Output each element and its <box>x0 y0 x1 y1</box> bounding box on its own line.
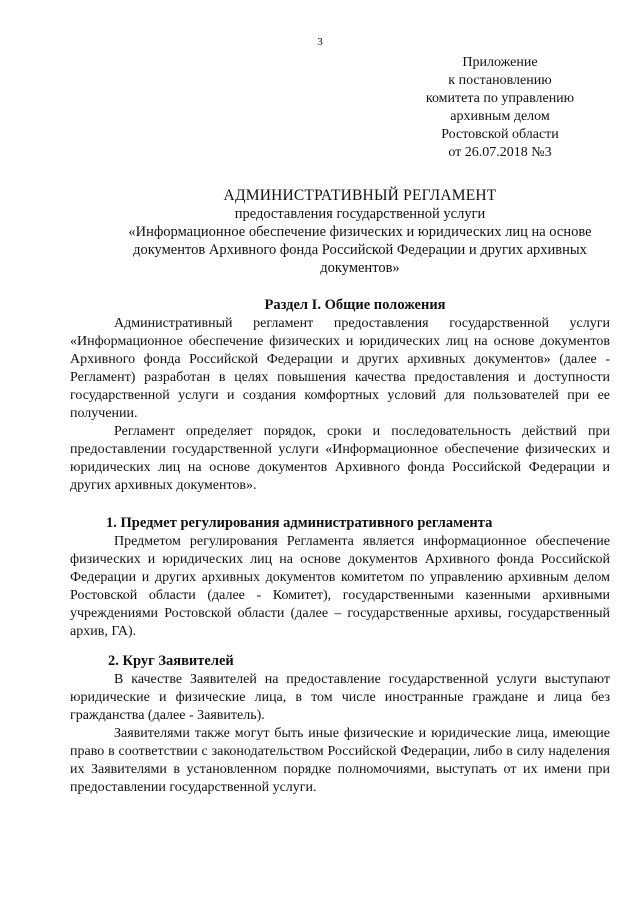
page-number: 3 <box>317 36 323 48</box>
appendix-line: Приложение <box>462 55 538 70</box>
document-subtitle-line: документов Архивного фонда Российской Федерации и других архивных <box>133 242 587 258</box>
section-general-provisions <box>70 296 610 495</box>
document-subtitle-line: предоставления государственной услуги <box>234 206 486 222</box>
appendix-line: Ростовской области <box>441 127 559 142</box>
appendix-line: к постановлению <box>448 73 552 88</box>
appendix-line: от 26.07.2018 №3 <box>448 145 552 160</box>
subsection-heading: 2. Круг Заявителей <box>108 653 234 669</box>
document-title: АДМИНИСТРАТИВНЫЙ РЕГЛАМЕНТ <box>223 187 497 204</box>
document-subtitle-line: «Информационное обеспечение физических и юридических лиц на основе <box>128 224 592 240</box>
appendix-line: архивным делом <box>450 109 550 124</box>
section-heading: Раздел I. Общие положения <box>264 297 446 313</box>
subsection-applicants <box>70 652 610 797</box>
document-title-block <box>100 186 620 277</box>
document-subtitle-line: документов» <box>320 260 400 276</box>
subsection-paragraph: Предметом регулирования Регламента является информационное обеспечение физических и юридических лиц на основе документов Архивного фонда Российской Федерации и других архивных документов комитетом по управлению архивным делом Ростовской области (далее - Комитет), государственными казенными архивными учреждениями Ростовской области (далее – государственные архивы, государственный архив, ГА). <box>70 534 610 639</box>
subsection-paragraph: В качестве Заявителей на предоставление государственной услуги выступают юридические и физические лица, в том числе иностранные граждане и лица без гражданства (далее - Заявитель). <box>70 672 610 723</box>
subsection-regulation-subject <box>70 514 610 641</box>
appendix-line: комитета по управлению <box>425 91 575 106</box>
section-paragraph: Административный регламент предоставления государственной услуги «Информационное обеспечение физических и юридических лиц на основе документов Архивного фонда Российской Федерации и других архивных документов» (далее - Регламент) разработан в целях повышения качества предоставления и доступности государственной услуги и создания комфортных условий для пользователей при ее получении. <box>70 316 610 421</box>
subsection-paragraph: Заявителями также могут быть иные физические и юридические лица, имеющие право в соответствии с законодательством Российской Федерации, либо в силу наделения их Заявителями в установленном порядке полномочиями, выступать от их имени при предоставлении государственной услуги. <box>70 726 610 795</box>
subsection-heading: 1. Предмет регулирования административного регламента <box>106 515 493 531</box>
section-paragraph: Регламент определяет порядок, сроки и последовательность действий при предоставлении государственной услуги «Информационное обеспечение физических и юридических лиц на основе документов Архивного фонда Российской Федерации и других архивных документов». <box>70 424 610 493</box>
appendix-block <box>395 54 605 162</box>
